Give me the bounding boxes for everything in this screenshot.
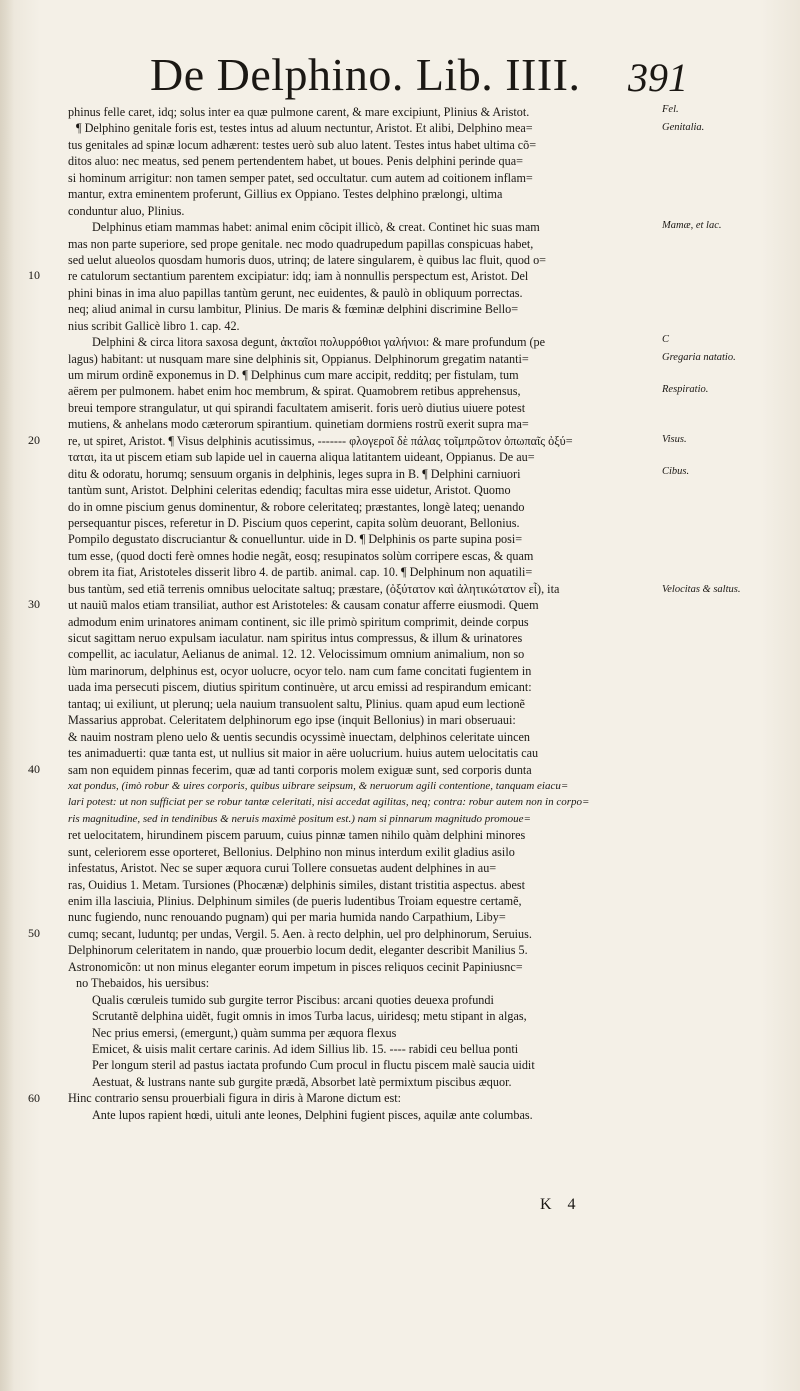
verse-line: Nec prius emersi, (emergunt,) quàm summa per æquora flexus [92, 1025, 397, 1040]
running-title: De Delphino. Lib. IIII. [150, 49, 581, 100]
margin-note: Respiratio. [662, 384, 709, 395]
text-line: tantaq; ui exiliunt, ut plerunq; uela nauium transuolent saltu, Plinius. quam apud eum lectionẽ [68, 696, 525, 711]
text-line: Astronomicõn: ut non minus eleganter eorum impetum in pisces reliquos cecinit Papiniusnc= [68, 959, 523, 974]
text-line: sicut sagittam neruo expulsam iaculatur. nam spiritus intus compressus, & illum & urinatores [68, 631, 523, 645]
text-line: ditos aluo: nec meatus, sed penem pertendentem habet, ut boues. Penis delphini perinde qua= [68, 154, 523, 169]
text-line: nius scribit Gallicè libro 1. cap. 42. [68, 318, 240, 333]
verse-line: Per longum steril ad pastus iactata profundo Cum procul in fluctu piscem malè saucia uidit [92, 1058, 535, 1073]
text-line: ditu & odoratu, horumq; sensuum organis in delphinis, leges supra in B. ¶ Delphini carniuori [68, 466, 521, 481]
margin-note: Gregaria natatio. [662, 352, 736, 363]
text-line: breui tempore strangulatur, ut qui spirandi facultatem amiserit. foris uerò diutius uiuere potest [68, 400, 526, 415]
text-line: tus genitales ad spinæ locum adhærent: testes uerò sub aluo latent. Testes intus habet ultima cõ= [68, 137, 537, 152]
line-number: 50 [28, 926, 40, 940]
text-line: tum esse, (quod docti ferè omnes hodie negãt, eosq; resupinatos solùm corripere escas, & quam [68, 548, 534, 563]
text-line: sed uelut alueolos quosdam humoris duos, utrinq; de latere singularem, è quibus lac fluit, quod o= [68, 252, 547, 267]
text-line: nunc fugiendo, nunc renouando pugnam) qui per maria humida nando Carpathium, Liby= [68, 910, 506, 925]
text-line: ut nauiũ malos etiam transiliat, author est Aristoteles: & causam conatur afferre eiusmodi. Quem [68, 598, 539, 613]
text-line: infestatus, Aristot. Nec se super æquora curui Tollere consuetas audent delphines in au= [68, 861, 497, 876]
margin-note: Mamæ, et lac. [662, 220, 722, 231]
text-line: do in omne piscium genus dominentur, & robore celeritateq; præstantes, longè lateq; uenando [68, 499, 525, 514]
text-line: um mirum ordinẽ exponemus in D. ¶ Delphinus cum mare accipit, redditq; per fistulam, tum [68, 368, 519, 382]
text-line: lùm marinorum, delphinus est, ocyor uolucre, ocyor telo. nam cum fame concitati fugientem in [68, 663, 532, 678]
text-line: sam non equidem pinnas fecerim, quæ ad tanti corporis molem exiguæ sunt, sed corporis dunta [68, 762, 532, 777]
text-line: admodum enim urinatores animam continent, sic ille primò spiritum comprimit, deinde corpus [68, 614, 529, 629]
signature-mark: K 4 [540, 1196, 582, 1213]
text-line: Delphini & circa litora saxosa degunt, ἀκταῖοι πολυρρόθιοι γαλήνιοι: & mare profundum (pe [92, 335, 546, 350]
margin-note: Fel. [662, 104, 679, 115]
text-line: tes animaduerti: quæ tanta est, ut nullius sit maior in aëre uolucrium. huius autem uelocitatis cau [68, 746, 539, 761]
margin-note: Velocitas & saltus. [662, 584, 741, 595]
text-line: conduntur aluo, Plinius. [68, 203, 185, 218]
page-gutter-shadow [0, 0, 14, 1391]
text-line: mutiens, & anhelans modo cæterorum spirantium. quinetiam dormiens rostrũ exerit supra ma= [68, 417, 529, 432]
text-line: phinus felle caret, idq; solus inter ea quæ pulmone carent, & mare excipiunt, Plinius & Aristot. [68, 105, 530, 119]
text-line: sunt, celeriorem esse oporteret, Bellonius. Delphino non minus interdum exilit gladius asilo [68, 844, 515, 859]
verse-line: Emicet, & uisis malit certare carinis. Ad idem Sillius lib. 15. ---- rabidi ceu bellua ponti [92, 1041, 519, 1056]
text-line: mas non parte superiore, sed prope genitale. nec modo quadrupedum papillas conspicuas habet, [68, 236, 534, 251]
page-header [150, 49, 688, 100]
verse-line: Scrutantẽ delphina uidẽt, fugit omnis in imos Turba lacus, uiridesq; metu stipant in algas, [92, 1009, 527, 1024]
line-number: 20 [28, 433, 40, 447]
text-line: ¶ Delphino genitale foris est, testes intus ad aluum nectuntur, Aristot. Et alibi, Delphino mea= [76, 121, 533, 136]
verse-line: Aestuat, & lustrans nante sub gurgite prædã, Absorbet latè permixtum piscibus æquor. [92, 1074, 512, 1089]
text-line: re catulorum sectantium parentem excipiatur: idq; iam à nonnullis perspectum est, Aristot. Del [68, 269, 529, 284]
line-number: 30 [28, 597, 40, 611]
text-line: aërem per pulmonem. habet enim hoc membrum, & spirat. Quamobrem retibus apprehensus, [68, 384, 521, 399]
margin-note: C [662, 334, 670, 345]
text-line: neq; aliud animal in cursu lambitur, Plinius. De maris & fœminæ delphini discrimine Bello= [68, 302, 519, 317]
text-line: lagus) habitant: ut nusquam mare sine delphinis sit, Oppianus. Delphinorum gregatim natanti= [68, 351, 529, 366]
verse-line: Qualis cœruleis tumido sub gurgite terror Piscibus: arcani quoties deuexa profundi [92, 992, 494, 1007]
text-line: xat pondus, (imò robur & uires corporis, quibus uibrare seipsum, & neruorum agili contentione, tanquam eiacu= [68, 779, 569, 792]
margin-note: Cibus. [662, 466, 690, 477]
margin-note: Visus. [662, 434, 687, 445]
text-line: Massarius approbat. Celeritatem delphinorum ego ipse (inquit Bellonius) in mari obseruaui: [68, 713, 516, 728]
margin-note: Genitalia. [662, 122, 705, 133]
text-line: compellit, ac iaculatur, Aelianus de animal. 12. 12. Velocissimum omnium animalium, non so [68, 647, 525, 662]
text-line: ret uelocitatem, hirundinem piscem paruum, cuius pinnæ tamen nihilo quàm delphini minores [68, 828, 526, 843]
text-line: ris magnitudine, sed in tendinibus & neruis maximè positum est.) nam si pinnarum magnitudo promoue= [68, 812, 531, 825]
text-line: tantùm sunt, Aristot. Delphini celeritas edendiq; facultas mira esse uidetur, Aristot. Quomo [68, 483, 511, 498]
text-line: enim illa lasciuia, Plinius. Delphinum similes (de pueris ludentibus Troiam equestre certamẽ, [68, 894, 522, 908]
text-line: Pompilo degustato discruciantur & conuelluntur. uide in D. ¶ Delphinis os parte supina posi= [68, 532, 523, 547]
text-line: lari potest: ut non sufficiat per se robur tantæ celeritati, nisi accedat agilitas, neq; contra: robur autem non in corpo= [68, 796, 590, 809]
text-line: Hinc contrario sensu prouerbiali figura in diris à Marone dictum est: [68, 1091, 402, 1106]
text-line: re, ut spiret, Aristot. ¶ Visus delphinis acutissimus, ------- φλογεροῖ δὲ πάλας τοῖμπρῶτον ὀπωπαῖς ὀξύ= [68, 433, 573, 448]
text-line: & nauim nostram pleno uelo & uentis secundis ocyssimè inuectam, delphinos celeritate uincen [68, 729, 530, 744]
text-line: ras, Ouidius 1. Metam. Tursiones (Phocænæ) delphinis similes, distant tristitia aspectus. abest [68, 877, 526, 892]
text-line: ταται, ita ut piscem etiam sub lapide uel in cauerna aliqua latitantem uideant, Oppianus. De au= [68, 450, 535, 465]
main-text [68, 104, 658, 1123]
line-number: 10 [28, 268, 40, 282]
text-line: bus tantùm, sed etiã terrenis omnibus uelocitate saltuq; præstare, (ὀξύτατον καὶ ἀλητικώτατον εἶ), ita [68, 581, 560, 596]
text-line: Delphinus etiam mammas habet: animal enim cõcipit illicò, & creat. Continet hic suas mam [92, 220, 540, 235]
line-number: 60 [28, 1091, 40, 1105]
text-line: uada ima persecuti piscem, diutius spiritum continuère, ut arcu emissi ad respirandum emicant: [68, 680, 532, 695]
text-line: mantur, extra eminentem proferunt, Gillius ex Oppiano. Testes delphino prælongi, ultima [68, 187, 503, 202]
text-line: si hominum arrigitur: non tamen semper patet, sed occultatur. cum autem ad coitionem inflam= [68, 170, 533, 185]
page-number: 391 [628, 55, 688, 100]
text-line: phini binas in ima aluo papillas tantùm gerunt, nec euidentes, & paulò in obliquum porrectas. [68, 285, 523, 300]
text-line: no Thebaidos, his uersibus: [76, 976, 210, 991]
text-line: persequantur pisces, referetur in D. Piscium quos ceperint, capita solùm deuorant, Bellonius. [68, 515, 520, 530]
verse-line: Ante lupos rapient hœdi, uituli ante leones, Delphini fugient pisces, aquilæ ante columbas. [92, 1107, 533, 1122]
line-number: 40 [28, 762, 40, 776]
text-line: Delphinorum celeritatem in nando, quæ prouerbio locum dedit, eleganter describit Manilius 5. [68, 943, 528, 958]
text-line: obrem ita fiat, Aristoteles disserit libro 4. de partib. animal. cap. 10. ¶ Delphinum non aquatili= [68, 565, 533, 580]
text-line: cumq; secant, luduntq; per undas, Vergil. 5. Aen. à recto delphin, uel pro delphinorum, Seruius. [68, 926, 532, 941]
